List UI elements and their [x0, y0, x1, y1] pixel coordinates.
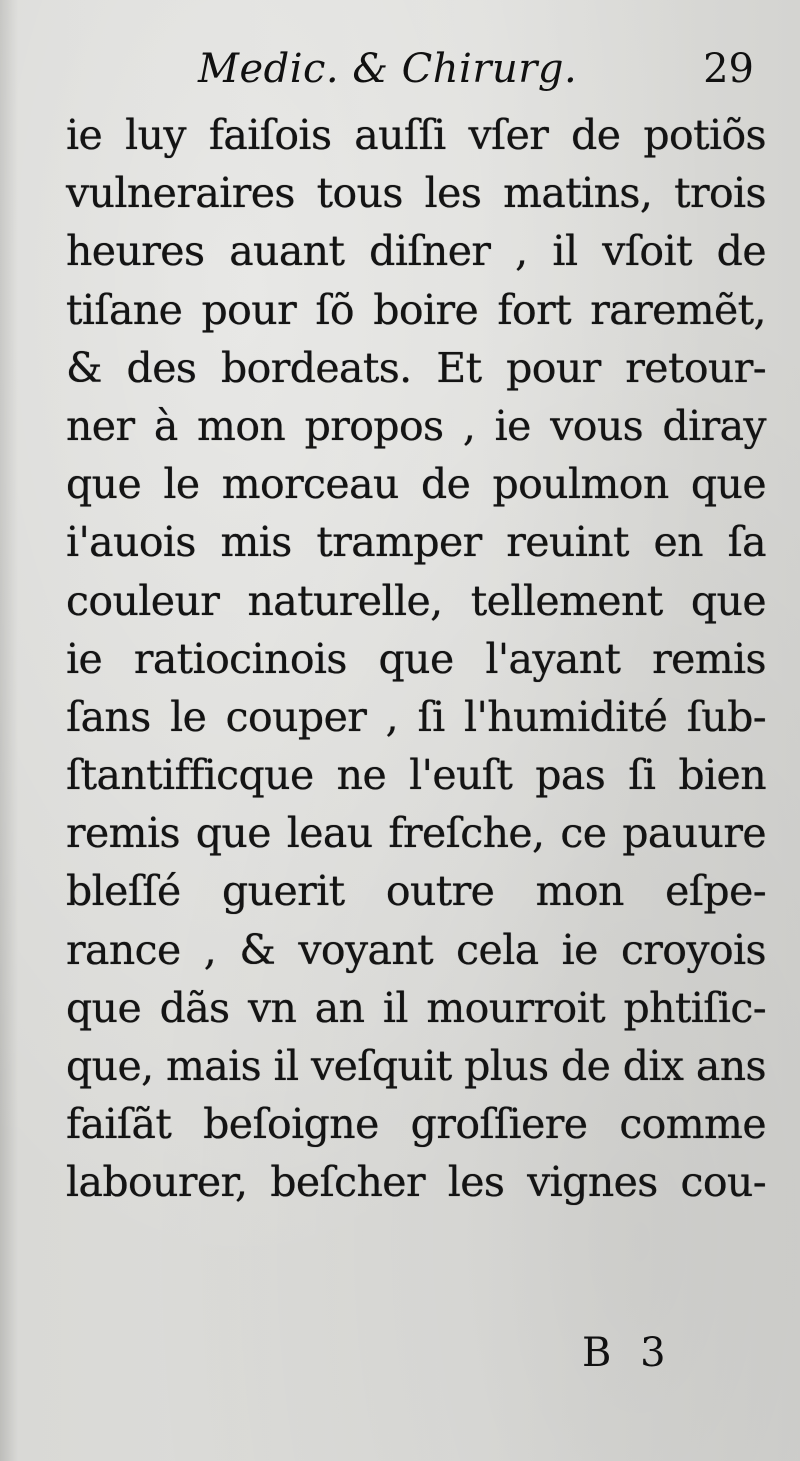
text-line: ner à mon propos , ie vous diray [66, 401, 766, 450]
text-line: remis que leau freſche, ce pauure [66, 809, 766, 858]
page-header [0, 40, 800, 110]
text-line: couleur naturelle, tellement que [66, 576, 766, 625]
running-title: Medic. & Chirurg. [198, 46, 578, 92]
text-line: labourer, beſcher les vignes cou- [66, 1158, 766, 1207]
text-line: que le morceau de poulmon que [66, 460, 766, 509]
page-number: 29 [703, 46, 754, 92]
text-line: tiſane pour ſõ boire fort raremẽt, [66, 285, 766, 334]
signature-mark: B 3 [582, 1330, 674, 1376]
text-line: que, mais il veſquit plus de dix ans [66, 1042, 766, 1090]
text-line: faiſãt beſoigne groſſiere comme [66, 1100, 766, 1149]
text-line: rance , & voyant cela ie croyois [66, 925, 766, 974]
text-line: que dãs vn an il mourroit phtiſic- [66, 983, 766, 1032]
text-line: i'auois mis tramper reuint en ſa [66, 518, 766, 567]
text-line: vulneraires tous les matins, trois [66, 169, 766, 218]
text-line: ſans le couper , ſi l'humidité ſub- [66, 692, 766, 741]
text-line: ſtantifficque ne l'euſt pas ſi bien [66, 751, 766, 800]
text-line: & des bordeats. Et pour retour- [66, 343, 766, 392]
text-line: ie ratiocinois que l'ayant remis [66, 634, 766, 683]
text-line: ie luy faiſois auſſi vſer de potiõs [66, 111, 766, 159]
body-text [66, 106, 766, 1212]
text-line: bleſſé guerit outre mon eſpe- [66, 867, 766, 916]
text-line: heures auant diſner , il vſoit de [66, 227, 766, 276]
